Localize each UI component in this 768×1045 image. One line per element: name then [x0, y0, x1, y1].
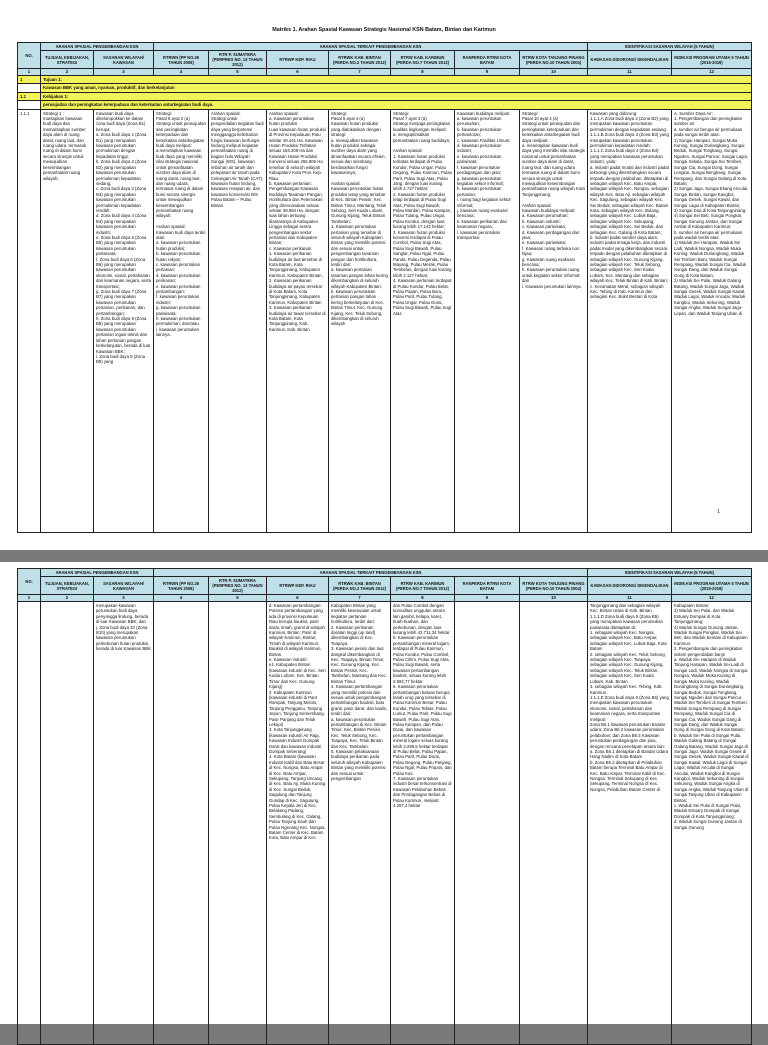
header-group-right: IDENTIFIKASI SASARAN WILAYAH (5 TAHUN)	[588, 43, 752, 51]
cell-indikasi-program: A. Sumber Daya Air: 1. Pengembangan dan peningkatan sumber air a. sumber air berupa air permukaan pada sungai terdiri atas: 1) Sungai Hampan, Sungai Muka Kuning, Sungai Duriangkang, Sungai Beduk, Sungai Tongkang, Sungai Ngeden, Sungai Pancur, Sungai Lagoi, Sungai Sekala, Sungai Sei Temberi, Sungai Cia, Sungai Dong, Sungai Lengkai, Sungai Bengkang, Sungai Rempang, dan Sungai Galang di Kota Batam; 2) Sungai Jago, Sungai Ekang Anculai, Sungai Bintan, Sungai Kangboi, Sungai Gesek, Sungai Kawal, dan Sungai Lagoi di Kabupaten Bintan; 3) Sungai Dua di Kota Tanjungpinang; 4) Sungai Sei Beti, Sungai Pongkar, Sungai Gunung Jantan, dan Sungai Ambat di Kabupaten Karimun; b. sumber air berupa air permukaan pada waduk terdiri atas: 1) Waduk Sei Harapan, Waduk Sei Ladi, Waduk Nongsa, Waduk Muka Kuning, Waduk Duriangkang, Waduk Sei Temberi Baru, Waduk Sungai Rempang, Waduk Sungai Cia, Waduk Sungai Dang, dan Waduk Sungai Gong di Kota Batam; 2) Waduk Sei Pulai, Waduk Galang Batang, Waduk Sungai Jago, Waduk Sungai Gesek, Waduk Sungai Kawal, Waduk Lagoi, Waduk Anculai, Waduk Kangboi, Waduk Sekuning, Waduk Sungai Angka, Waduk Sungai Jago-Lepan, dan Waduk Tanjung Uban di	[672, 109, 752, 532]
strategi-number: 1.1.1	[18, 109, 41, 532]
column-number: 4	[154, 595, 209, 602]
column-number-row	[18, 595, 752, 602]
tujuan-row	[18, 76, 752, 84]
column-number: 12	[672, 595, 752, 602]
header-col: RTRW KAB. KARIMUN (PERDA NO.7 TAHUN 2012)	[391, 577, 455, 595]
matrix-table-page-2	[17, 568, 752, 1045]
column-number: 11	[588, 595, 672, 602]
header-col: RANPERDA RTRW KOTA BATAM	[455, 577, 520, 595]
strategi-row	[18, 109, 752, 532]
header-col: INDIKASI PROGRAM UTAMA 5 TAHUN (2015-2019)	[672, 577, 752, 595]
column-number: 5	[209, 69, 267, 76]
cell-rtrwp: Arahan spasial: a. Kawasan peruntukan hutan produksi Luas kawasan hutan produksi di Provinsi Kepulauan Riau sekitar 49.441 Ha. Kawasan Hutan Produksi Terbatas seluas 184.209 Ha dan Kawasan Hutan Produksi Konversi seluas 265.806 Ha tersebar di seluruh wilayah Kabupaten/ Kota Prov. Kep. Riau. b. Kawasan pertanian: Pengembangan Kawasan Budidaya Tanaman Pangan, Hortikultura dan Peternakan yang direncanakan seluas sekitar 39.984 Ha. dengan luas lahan tertuang diantaranya di Kabupaten Lingga sebagai sentra pengembangan sektor pertanian dan Kabupaten Bintan; c. Kawasan perikanan 1. Kawasan perikanan budidaya air laut tersebar di Kota Batam, Kota Tanjungpinang, Kabupaten Karimun, Kabupaten Bintan, 2. Kawasan perikanan budidaya air payau tersebar di Kota Batam, Kota Tanjungpinang, Kabupaten Karimun, Kabupaten Bintan 3. Kawasan perikanan budidaya air tawar tersebar di Kota Batam, Kota Tanjungpinang, Kab. Karimun, Kab. Bintan	[267, 109, 329, 532]
column-number: 1	[18, 69, 41, 76]
cell-kawasan-didorong: Kawasan yang didorong: 1.1.1.A Zona budi daya 2 (Zona B2) yang merupakan kawasan peruntukan permukiman dengan kepadatan sedang: 1.1.1.B Zona budi daya 3 (Zona B3) yang merupakan kawasan peruntukan permukiman kepadatan rendah; 1.1.1.C Zona budi daya 4 (Zona B4) yang merupakan kawasan peruntukan industri, yaitu: a. industri padat modal dan industri padat teknologi yang dikembangkan secara terpadu dengan pelabuhan, ditetapkan di sebagian wilayah Kec. Batu Ampar, sebagian wilayah Kec. Nongsa, sebagian wilayah Kec. Batu Aji, sebagian wilayah Kec. Sagulung, sebagian wilayah Kec. Sei Beduk, sebagian wilayah Kec. Batam Kota, sebagian wilayah Kec. Bulang, sebagian wilayah Kec. Lubuk Baja, sebagian wilayah Kec. Sekupang, sebagian wilayah Kec. Sei Beduk, dan sebagian Kec. Galang di Kota Batam; b. industri padat sumber daya alam, industri padat tenaga kerja, dan industri padat modal yang dikembangkan secara terpadu dengan pelabuhan ditetapkan di sebagian wilayah Kec. Gunung Kijang, sebagian wilayah Kec. Teluk Sebong, sebagian wilayah Kec. Seri Kuala Lobam, Kec. Mantang dan sebagian wilayah Kec. Teluk Bintan di Kab. Bintan; c. Kecamatan Meral, sebagian wilayah Kec. Tebing di Kab. Karimun dan sebagian Kec. Bukit Bestari di Kota	[588, 109, 672, 532]
header-no: NO.	[18, 43, 41, 69]
header-col: SASARAN WILAYAH/ KAWASAN	[94, 51, 154, 69]
column-number: 12	[672, 69, 752, 76]
cell-rtrwn: Strategi: Pasal 8 ayat 2 (a) Strategi untuk perwujudan dan peningkatan keterpaduan dan keterkaitan antarkegiatan budi daya meliputi: a.menetapkan kawasan budi daya yang memiliki nilai strategis nasional untuk pemanfaatan sumber daya alam di ruang darat, ruang laut, dan ruang udara, termasuk ruang di dalam bumi secara sinergis untuk mewujudkan keseimbangan pemanfaatan ruang wilayah; Arahan spasial: Kawasan budi daya terdiri atas: a. kawasan peruntukan hutan produksi; b. kawasan peruntukan hutan rakyat; c. kawasan peruntukan pertanian; d. kawasan peruntukan perikanan; e. kawasan peruntukan pertambangan; f. kawasan peruntukan industri; g. kawasan peruntukan pariwisata; h. kawasan peruntukan permukiman; dan/atau i. kawasan peruntukan lainnya.	[154, 109, 209, 532]
tujuan-text: Kawasan BBK yang aman, nyaman, produktif, dan berkelanjutan	[41, 84, 752, 92]
header-group-mid: ARAHAN SPASIAL TERKAIT PENGEMBANGAN KSN	[154, 43, 588, 51]
tujuan-text-row	[18, 84, 752, 92]
column-number: 11	[588, 69, 672, 76]
header-col: RTRWN (PP NO.26 TAHUN 2008)	[154, 51, 209, 69]
header-col: SASARAN WILAYAH/ KAWASAN	[94, 577, 154, 595]
header-col: RTR P. SUMATERA (PERPRES NO. 13 TAHUN 2012)	[209, 51, 267, 69]
header-col: RTR P. SUMATERA (PERPRES NO. 13 TAHUN 2012)	[209, 577, 267, 595]
kebijakan-text: perwujudan dan peningkatan keterpaduan dan keterkaitan antarkegiatan budi daya.	[41, 101, 752, 109]
column-number: 2	[41, 595, 94, 602]
column-number: 8	[391, 595, 455, 602]
column-number: 2	[41, 69, 94, 76]
matrix-table-page-1	[17, 42, 752, 533]
cell-kawasan-didorong: Tanjungpinang dan sebagian wilayah Kec. Bintan Utara di Kab. Bintan 1.1.1.D Zona budi daya 5 (Zona B5) yang merupakan kawasan peruntukan pariwisata ditetapkan di: 1. sebagian wilayah Kec. Nongsa, sebagian wilayah Kec. Batu Ampar, sebagian wilayah Kec. Lubuk Baja, Kota Batam 2. sebagian wilayah Kec. Teluk Sebong, sebagian wilayah Kec. Toapaya, sebagian wilayah Kec. Gunung Kijang, sebagian wilayah Kec. Teluk Bintan, sebagian wilayah Kec. Seri Kuala Lobam, Kab. Bintan 3. sebagian wilayah Kec. Tebing, Kab. Karimun 1.1.1.E Zona budi daya 6 (Zona B6) yang merupakan kawasan peruntukan ekonomi, sosial, pertahanan dan keamanan negara, serta transportasi meliputi: Zona B6.1 kawasan peruntukan bandar udara; Zona B6.2 kawasan peruntukan pelabuhan; dan Zona B6.5 Kawasan peruntukan perdagangan dan jasa, dengan rencana penetapan antara lain: a. Zona B6.1 ditetapkan di Bandar Udara Hang Nadim di Kota Batam b. Zona B6.2 ditetapkan di Pelabuhan Batam berupa Terminal Batu Ampar di Kec. Batu Ampar, Terminal Kabil di Kec. Nongsa, Terminal Sekupang di Kec. Sekupang, Terminal Nongsa di Kec. Nongsa, Pelabuhan Batam Center di	[588, 602, 672, 1045]
column-number: 7	[329, 595, 391, 602]
header-no: NO.	[18, 569, 41, 595]
continuation-row	[18, 602, 752, 1045]
cell-sasaran: merupakan kawasan peruntukan budi daya penyangga lindung, berada di luar Kawasan BBK; dan j. Zona budi daya 10 (Zona B10) yang merupakan kawasan peruntukan perkebunan hutan produksi, berada di luar Kawasan BBK	[94, 602, 154, 1045]
header-col: RTRW KAB. KARIMUN (PERDA NO.7 TAHUN 2012)	[391, 51, 455, 69]
cell-rtrwk-bintan: Kabupaten Bintan yang memiliki kesesuaian untuk kegiatan pertanian hortikultura, terdiri dari: 2. Kawasan perikanan daratan tinggi (up land) dikembangkan di Kec. Toapaya. 3. Kawasan pesisir dan laut dangkal dikembangkan di Kec. Toapaya, Bintan Timur, Kec. Gunung Kijang, Kec. Bintan Pesisir, Kec. Tambelan, Mantang dan Kec. Bintan Timur. 4. Kawasan pertambangan yang memiliki potensi dan sesuai untuk pengembangan pertambangan bauksit, batu granit, pasir darat, dan kaolin, terdiri dari: a. kawasan peruntukan pertambangan di Kec. Bintan Timur, Kec. Bintan Pesisir, Kec. Teluk Sebong, Kec. Toapaya, Kec. Teluk Bintan dan Kec. Tambelan. 5. Kawasan pelaksanaan budidaya perikanan pada seluruh wilayah Kabupaten Bintan yang memiliki potensi dan sesuai untuk pengembangan	[329, 602, 391, 1045]
column-number: 3	[94, 69, 154, 76]
header-col: RTRWP KEP. RIAU	[267, 577, 329, 595]
column-number: 9	[455, 595, 520, 602]
cell-rtrw-karimun: Strategi: Pasal 7 ayat 3 (a) Strategi menjaga peningkatan kualitas lingkungan meliputi: a. mengoptimalkan pemanfaatan ruang budidaya; Arahan spasial: 1. Kawasan hutan produksi terbatas terdapat di Pulau Kundur, Pulau Ungar, Pulau Degong, Pulau Karimun, Pulau Parit, Pulau Sugi Atas, Pulau Jang, dengan luas kurang lebih 4.727 hektar; 2. Kawasan hutan produksi tetap terdapat di Pulau Sugi Atas, Pulau Sugi Bawah, Pulau Mardan, Pulau Kanipan, Pulau Tulang, Pulau Ungar, Pulau Kundur, dengan luas kurang lebih 17.142 hektar; 3. Kawasan hutan produksi konversi terdapat di Pulau Combol, Pulau Sugi Atas, Pulau Sugi Bawah, Pulau Sanglar, Pulau Ngal, Pulau Panda, Pulau Degenda, Pulau Mayang, Pulau Merak, Pulau Tembelas, dengan luas kurang lebih 2.127 hektar; 4. Kawasan pertanian terdapat di Pulau Kundur, Pulau Belat, Pulau Papan, Pulau Buru, Pulau Parit, Pulau Tulang, Pulau Ungar, Pulau Durai, Pulau Sugi Bawah, Pulau Sugi Atas	[391, 109, 455, 532]
header-group-left: ARAHAN SPASIAL PENGEMBANGAN KSN	[41, 569, 154, 577]
header-col: TUJUAN, KEBIJAKAN, STRATEGI	[41, 577, 94, 595]
cell-indikasi-program: Kabupaten Bintan; 3) Waduk Sei Pulai, dan Waduk Estuary Dompak di Kota Tanjungpinang; 4) Waduk Sungai Gunung Jantan, Waduk Sungai Pongkar, Waduk Sei Beti, dan Waduk Sentani di Kabupaten Karimun. 2. Pengembangan dan peningkatan sistem pengendalian banjir a. Waduk Sei Harapan di Waduk Tanjung Harapan, Waduk Sei Ladi di Sungai Ladi, Waduk Nongsa di Sungai Nongsa, Waduk Muka Kuning di Sungai Muka Kuning, Waduk Duriangkang di Sungai Duriangkang, Sungai Beduk, Sungai Tongkang, Sungai Ngeden dan Sungai Pancur, Waduk Sei Temberi di Sungai Temberi, Waduk Sungai Rempang di Sungai Rempang, Waduk Sungai Cia di Sungai Cia, Waduk Sungai Dang di Sungai Dang, dan Waduk Sungai Gong di Sungai Gong di Kota Batam; b. Waduk Sei Pulai di Sungai Pulai, Waduk Galang Batang di Sungai Galang Batang, Waduk Sungai Jago di Sungai Jago, Waduk Sungai Gesek di Sungai Gesek, Waduk Sungai Kawal di Sungai Kawal, Waduk Lagoi di Sungai Lagoi, Waduk Anculai di Sungai Anculai, Waduk Kangboi di Sungai Kangboi, Waduk Sekuning di Sungai Sekuning, Waduk Sungai Angka di Sungai Angka, Waduk Tanjung Uban di Sungai Tanjung Uban di Kabupaten Bintan; c. Waduk Sei Pulai di Sungai Pulai, Waduk Estuary Dompak di Sungai Dompak di Kota Tanjungpinang; d. Waduk Sungai Gunung Jantan di Sungai Gunung	[672, 602, 752, 1045]
cell-rtrwk-bintan: Strategi: Pasal 5 ayat 4 (a) Kawasan hutan produksi yang dialokasikan dengan strategi: a. mewujudkan kawasan hutan produksi sebagai sumber daya alam yang dimanfaatkan secara efisien, sesuai dan seimbang berdasarkan fungsi kawasannya; Arahan spasial: Kawasan peruntukan hutan produksi tetap yang tersebar di Kec. Bintan Pesisir, Kec. Bintan Timur, Mantang, Teluk Sebong, Seri Kuala Lobam, Gunung Kijang, Teluk Bintan Tambelan; 1. Kawasan peruntukan pertanian yang tersebar di seluruh wilayah Kabupaten Bintan yang memiliki potensi dan sesuai untuk pengembangan tanaman pangan dan hortikultura, terdiri dari: a. kawasan pertanian tanaman pangan lahan kering dikembangkan di seluruh wilayah Kabupaten Bintan; b. kawasan peruntukan pertanian pangan lahan kering berkelanjutan di Kec. Bintan Timur, Kec. Gunung Kijang, Kec. Teluk Sebong, dikembangkan di seluruh wilayah	[329, 109, 391, 532]
header-col: INDIKASI PROGRAM UTAMA 5 TAHUN (2015-2019)	[672, 51, 752, 69]
header-col: RTRWP KEP. RIAU	[267, 51, 329, 69]
column-number: 6	[267, 595, 329, 602]
header-col: RTRW KOTA TANJUNG PINANG (PERDA NO.10 TAHUN 2004)	[520, 51, 588, 69]
header-col: KAWASAN DIDORONG/ DIKENDALIKAN	[588, 51, 672, 69]
header-col: RTRWK KAB. BINTAN (PERDA NO.2 TAHUN 2012)	[329, 51, 391, 69]
column-number: 4	[154, 69, 209, 76]
cell-rtrw-karimun: dan Pulau Combol dengan komoditas unggulan antara lain gambir, kelapa, karet, buah-buahan, dan perkebunan, dengan luas kurang lebih 42.711,34 hektar. 5. Kawasan peruntukan pertambangan mineral logam, terdapat di Pulau Karimun, Pulau Kundur, Pulau Combol, Pulau Citlim, Pulau Sugi Atas, Pulau Sugi Bawah, serta kawasan pertambangan bauksit, seluas kurang lebih 2.592,77 hektar 6. Kawasan peruntukan pertambangan batuan berupa tanah urug yang tersebar di Pulau Karimun Besar, Pulau Kundur, Pulau Tebias, Pulau Lumut, Pulau Parit, Pulau Sugi Bawah, Pulau Sugi Atas, Pulau Kanipan, dan Pulau Durai, dan kawasan peruntukan pertambangan mineral logam seluas kurang lebih 3.299,5 hektar terdapat di Pulau Belat, Pulau Papan, Pulau Parit, Pulau Durai, Pulau Degong, Pulau Panjang, Pulau Ngal, Pulau Propos, dan Pulau Kas. 7. Kawasan peruntukan industri besar terkonsentrasi di Kawasan Pelabuhan Bebas dan Perdagangan Bebas di Pulau Karimun, meliputi: 4.267,4 hektar	[391, 602, 455, 1045]
header-col: RTRWK KAB. BINTAN (PERDA NO.2 TAHUN 2012)	[329, 577, 391, 595]
cell-rtr-sumatera: Arahan spasial: Strategi untuk pengendalian kegiatan budi daya yang berpotensi mengganggu kelestarian fungsi kawasan berfungsi lindung meliputi kegiatan pemanfaatan ruang di bagian hulu Wilayah Sungai (WS), kawasan imbuhan air tanah dan pelepasan air tanah pada Cekungan Air Tanah (CAT), kawasan hutan lindung, kawasan resapan air, dan kawasan konservasi WS Pulau Batam – Pulau Bintan	[209, 109, 267, 532]
header-col: RTRW KOTA TANJUNG PINANG (PERDA NO.10 TAHUN 2004)	[520, 577, 588, 595]
header-group-left: ARAHAN SPASIAL PENGEMBANGAN KSN	[41, 43, 154, 51]
column-number: 3	[94, 595, 154, 602]
column-number-row	[18, 69, 752, 76]
kebijakan-row	[18, 92, 752, 100]
column-number: 5	[209, 595, 267, 602]
column-number: 10	[520, 595, 588, 602]
header-col: KAWASAN DIDORONG/ DIKENDALIKAN	[588, 577, 672, 595]
cell-rtrw-tanjungpinang: Strategi: Pasal 10 ayat 4 (a) Strategi untuk perwujudan dan peningkatan keterpaduan dan keterkaitan antarkegiatan budi daya meliputi: a. menetapkan kawasan budi daya yang memiliki nilai strategis nasional untuk pemanfaatan sumber daya alam di darat, ruang laut, dan ruang udara termasuk ruang di dalam bumi secara sinergis untuk mewujudkan keseimbangan pemanfaatan ruang wilayah Kota Tanjungpinang; Arahan spasial: Kawasan budidaya meliputi: a. Kawasan perumahan; b. Kawasan industri; c. Kawasan pariwisata; d. Kawasan perdagangan dan jasa; e. Kawasan pariwisata; f. Kawasan ruang terbuka non hijau; g. Kawasan ruang evakuasi bencana; h. Kawasan peruntukan ruang untuk kegiatan sektor informal; dan i. Kawasan peruntukan lainnya.	[520, 109, 588, 532]
header-col: RANPERDA RTRW KOTA BATAM	[455, 51, 520, 69]
cell-strategi: Strategi 1 : mantapkan kawasan budi daya dan memantapkan sumber daya alam di ruang darat, ruang laut, dan ruang udara, termasuk ruang di dalam bumi secara sinergis untuk mewujudkan keseimbangan pemanfaatan ruang wilayah;	[41, 109, 94, 532]
tujuan-label: Tujuan 1:	[41, 76, 752, 84]
kebijakan-label: Kebijakan 1:	[41, 92, 752, 100]
page-number: 1	[717, 509, 720, 515]
column-number: 9	[455, 69, 520, 76]
column-number: 7	[329, 69, 391, 76]
column-number: 6	[267, 69, 329, 76]
kebijakan-number: 1.1	[18, 92, 41, 100]
cell-ranperda-batam: Kawasan budidaya meliputi: a. kawasan peruntukan perumahan; b. kawasan peruntukan perkantoran; c. kawasan Fasilitas Umum; d. kawasan peruntukan industri; e. kawasan peruntukan pariwisata; f. kawasan peruntukan perdagangan dan jasa; g. kawasan peruntukan kegiatan sektor informal; h. kawasan peruntukan pertanian; i. ruang bagi kegiatan sektor informal; j. kawasan ruang evakuasi bencana; k. kawasan perikanan dan keamanan negara; l. kawasan peruntukan transportasi	[455, 109, 520, 532]
document-title: Matriks 1. Arahan Spasial Kawasan Strategis Nasional KSN Batam, Bintan dan Karimun	[272, 27, 496, 33]
cell-sasaran: Kawasan budi daya dikelompokkan ke dalam zona budi daya (Zona B1) berupa: a. Zona budi daya 1 (Zona B1) yang merupakan kawasan peruntukan permukiman dengan kepadatan tinggi; b. Zona budi daya 2 (Zona B2) yang merupakan kawasan peruntukan permukiman kepadatan sedang; c. Zona budi daya 3 (Zona B3) yang merupakan kawasan peruntukan permukiman kepadatan rendah; d. Zona budi daya 4 (Zona B4) yang merupakan kawasan peruntukan industri; e. Zona budi daya 5 (Zona B5) yang merupakan kawasan peruntukan pariwisata; f. Zona budi daya 6 (Zona B6) yang merupakan kawasan peruntukan ekonomi, sosial, pertahanan dan keamanan negara, serta transportasi; g. Zona budi daya 7 (Zona B7) yang merupakan kawasan peruntukan pertanian, perikanan, dan pertambangan; h. Zona budi daya 8 (Zona B8) yang merupakan kawasan peruntukan pertanian irigasi teknis dan lahan pertanian pangan berkelanjutan, berada di luar Kawasan BBK; i. Zona budi daya 9 (Zona B9) yang	[94, 109, 154, 532]
header-group-mid: ARAHAN SPASIAL TERKAIT PENGEMBANGAN KSN	[154, 569, 588, 577]
column-number: 1	[18, 595, 41, 602]
header-group-right: IDENTIFIKASI SASARAN WILAYAH (5 TAHUN)	[588, 569, 752, 577]
kebijakan-text-row	[18, 101, 752, 109]
column-number: 10	[520, 69, 588, 76]
tujuan-number: 1	[18, 76, 41, 84]
cell-rtrwp: d. Kawasan pertambangan: Potensi pertambangan yang ada di provinsi Kepulauan Riau berupa bauksit, pasir darat, timah, granit di wilayah Karimun, Bintan; Pasir di wilayah Karimun, Bintan; Timah di wilayah Karimun; Bauksit di wilayah Karimun, Bintan. e. Kawasan industri: e1. Kabupaten Bintan (kawasan industri di Kec. Seri Kuala Lobam, Kec. Bintan Timur dan Kec. Gunung Kijang) 2. Kabupaten Karimun (kawasan industri di Parit Rampak, Tanjung Melolo, Tanjung Pengganu, Tanjung Jepun, Tanjung Semembang, Pasir Panjang dan Teluk Lekupi) 3. Kota Tanjungpinang (kawasan industri Air Raja, Kawasan Industri Dompak Darat dan kawasan Industri Dompak Seberang) 4. Kota Batam (kawasan Industri Kabil dan Batu Besar di Kec. Nongsa, Batu Ampar di Kec. Batu Ampar, Sekupang, Tanjung Uncang di Kec. Batu Aji, Muka Kuning di Kec. Sungai Beduk, Sagulung dan Tanjung Gundap di Kec. Sagulung, Pulau Kepala Jeri di Kec. Belakang Padang, Sembulang di Kec. Galang, Pulau Tanjung Sauh dan Pulau Ngenang Kec. Nongsa, Batam Center di Kec. Batam Kota, Batu Ampar di Kec.	[267, 602, 329, 1045]
document-page-2	[0, 562, 768, 1024]
header-col: RTRWN (PP NO.26 TAHUN 2008)	[154, 577, 209, 595]
header-col: TUJUAN, KEBIJAKAN, STRATEGI	[41, 51, 94, 69]
column-number: 8	[391, 69, 455, 76]
